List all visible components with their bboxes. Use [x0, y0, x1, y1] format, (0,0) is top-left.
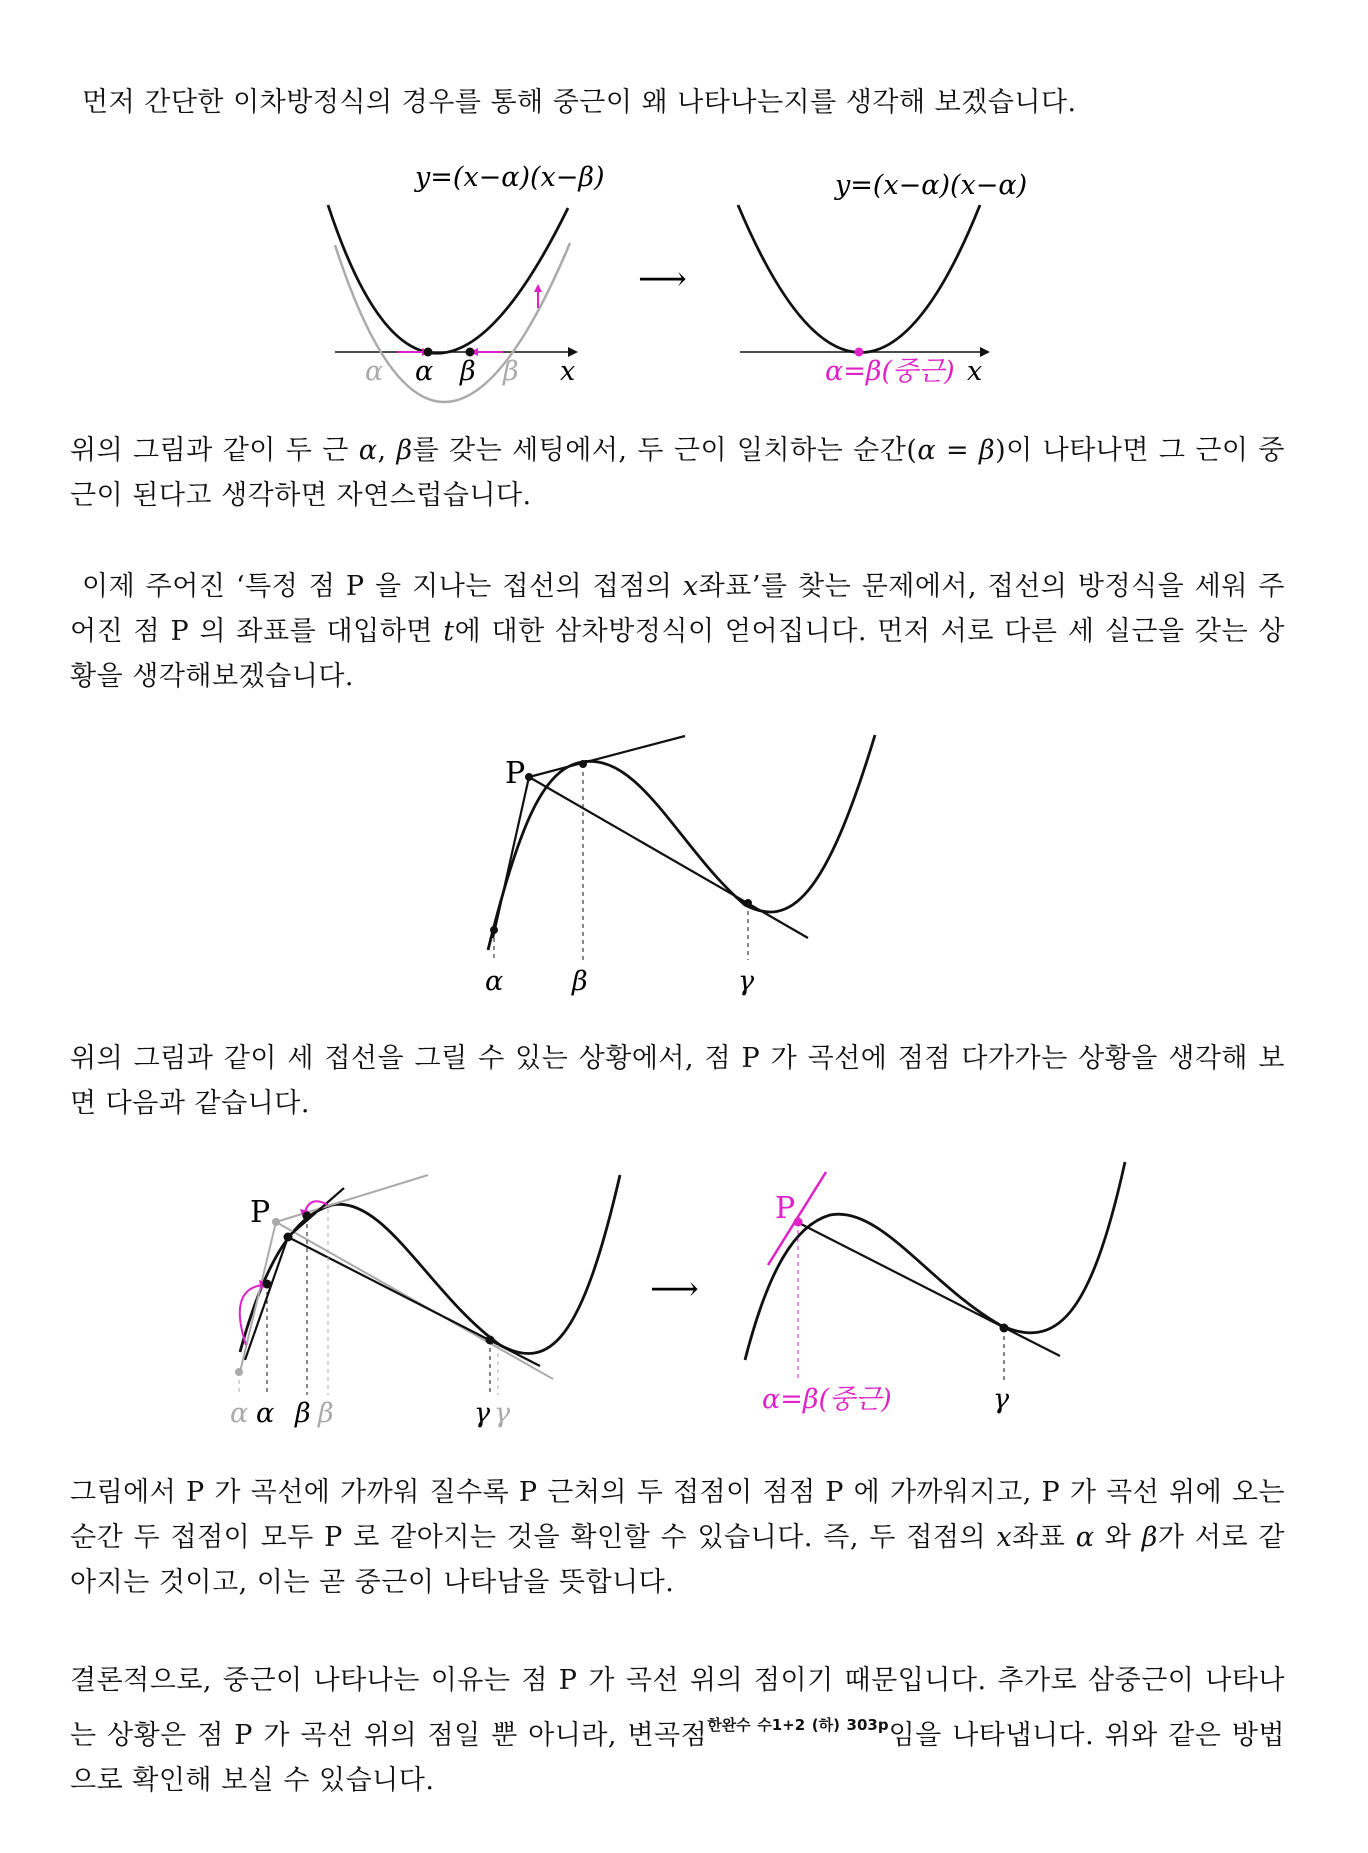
- tangent-paragraph: 이제 주어진 ‘특정 점 P 을 지나는 접선의 접점의 x좌표’를 찾는 문제에서, 접선의 방정식을 세워 주어진 점 P 의 좌표를 대입하면 t에 대한 삼차방정식이 얻어집니다. 먼저 서로 다른 세 실근을 갖는 상황을 생각해보겠습니다.: [70, 571, 1286, 692]
- beta-label: β: [572, 966, 588, 997]
- figure-three-tangents: [0, 720, 1368, 1000]
- transition-arrow: ⟶: [638, 259, 687, 299]
- figure-quadratic-roots: [0, 150, 1368, 400]
- right-equation: y=(x−α)(x−α): [835, 170, 1028, 201]
- right-gamma-label: γ: [993, 1384, 1010, 1415]
- transition-arrow: ⟶: [650, 1269, 699, 1309]
- gray-alpha-label: α: [365, 356, 384, 387]
- right-P-label: P: [775, 1191, 796, 1226]
- conclusion-paragraph: 결론적으로, 중근이 나타나는 이유는 점 P 가 곡선 위의 점이기 때문입니다. 추가로 삼중근이 나타나는 상황은 점 P 가 곡선 위의 점일 뿐 아니라, 변곡점$^{한완수 수1+2 (하) 303p}$임을 나타냅니다. 위와 같은 방법으로 확인해 보실 수 있습니다.: [70, 1665, 1285, 1796]
- intro-paragraph: 먼저 간단한 이차방정식의 경우를 통해 중근이 왜 나타나는지를 생각해 보겠습니다.: [82, 87, 1077, 118]
- beta-label: β: [460, 356, 476, 387]
- gamma-label: γ: [738, 966, 755, 997]
- left-P-label: P: [250, 1195, 271, 1230]
- x-axis-label: x: [560, 356, 576, 387]
- gray-gamma-label: γ: [494, 1398, 511, 1429]
- figure-point-approach: [0, 1160, 1368, 1440]
- gray-alpha-label: α: [230, 1398, 249, 1429]
- gray-beta-label: β: [318, 1398, 334, 1429]
- double-root-label: α=β(중근): [762, 1384, 892, 1415]
- alpha-label: α: [256, 1398, 275, 1429]
- gray-beta-label: β: [503, 356, 519, 387]
- beta-label: β: [295, 1398, 311, 1429]
- point-P-label: P: [505, 756, 526, 791]
- reference-note: 한완수 수1+2 (하) 303p: [707, 1716, 889, 1734]
- double-root-label: α=β(중근): [825, 356, 955, 387]
- x-axis-label-right: x: [967, 356, 983, 387]
- alpha-label: α: [485, 966, 504, 997]
- approach-paragraph: 위의 그림과 같이 세 접선을 그릴 수 있는 상황에서, 점 P 가 곡선에 점점 다가가는 상황을 생각해 보면 다음과 같습니다.: [70, 1043, 1285, 1119]
- alpha-label: α: [415, 356, 434, 387]
- double-root-paragraph: 그림에서 P 가 곡선에 가까워 질수록 P 근처의 두 접점이 점점 P 에 가까워지고, P 가 곡선 위에 오는 순간 두 접점이 모두 P 로 같아지는 것을 확인할 수 있습니다. 즉, 두 접점의 x좌표 α 와 β가 서로 같아지는 것이고, 이는 곧 중근이 나타남을 뜻합니다.: [70, 1477, 1285, 1598]
- gamma-label: γ: [474, 1398, 491, 1429]
- left-equation: y=(x−α)(x−β): [415, 162, 605, 193]
- two-roots-paragraph: 위의 그림과 같이 두 근 α, β를 갖는 세팅에서, 두 근이 일치하는 순간(α = β)이 나타나면 그 근이 중근이 된다고 생각하면 자연스럽습니다.: [70, 435, 1285, 511]
